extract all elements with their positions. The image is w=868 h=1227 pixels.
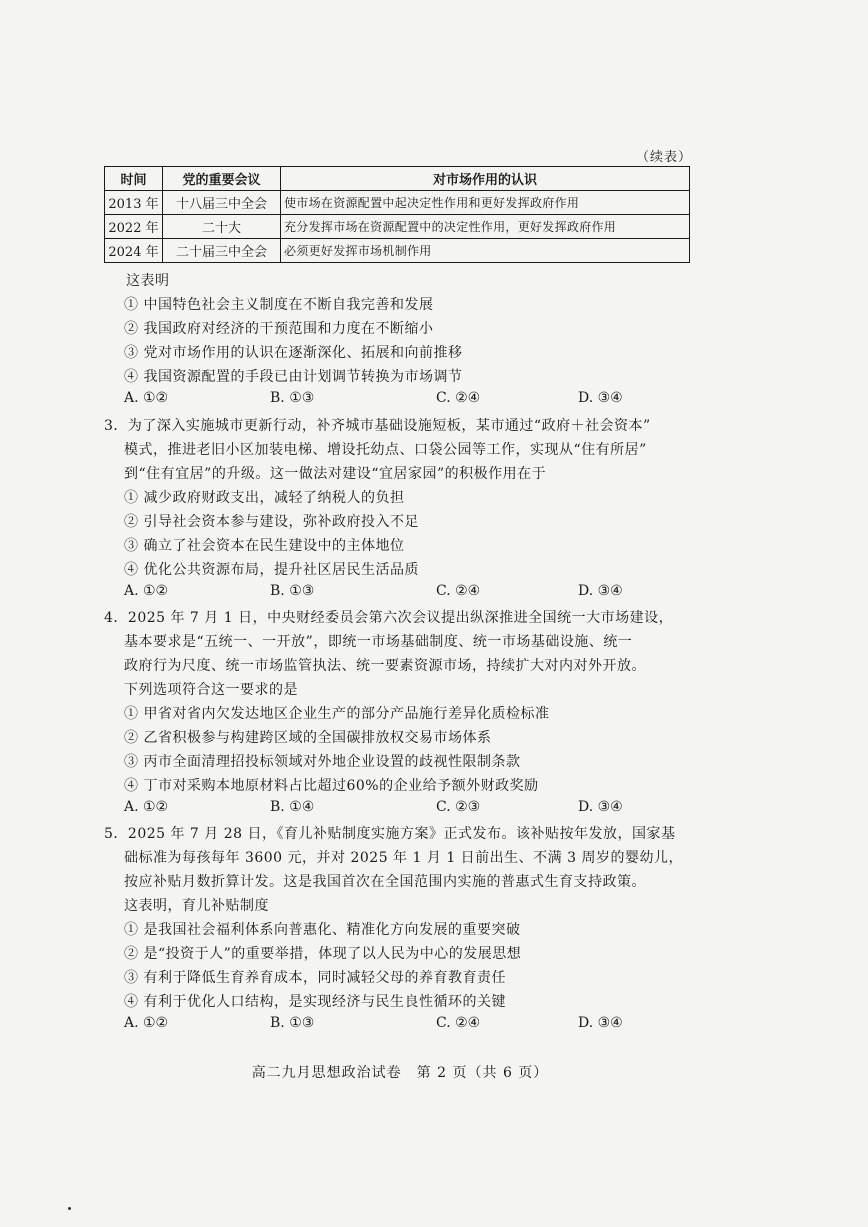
q5-stem-line: 5．2025 年 7 月 28 日，《育儿补贴制度实施方案》正式发布。该补贴按年发放，国家基 — [104, 826, 676, 842]
q3-statement: ③ 确立了社会资本在民生建设中的主体地位 — [124, 538, 405, 554]
q2-option-d: D. ③④ — [578, 390, 623, 406]
q5-option-a: A. ①② — [124, 1015, 169, 1031]
q2-statement: ① 中国特色社会主义制度在不断自我完善和发展 — [124, 297, 434, 313]
q3-option-a: A. ①② — [124, 583, 169, 599]
table-cell-year: 2024 年 — [105, 239, 163, 263]
table-cell-year: 2013 年 — [105, 191, 163, 215]
table-row — [105, 191, 690, 215]
q5-stem-line: 础标准为每孩每年 3600 元，并对 2025 年 1 月 1 日前出生、不满 3 周岁的婴幼儿， — [124, 850, 683, 866]
table-row — [105, 239, 690, 263]
q2-stem: 这表明 — [126, 273, 170, 289]
q2-statement: ④ 我国资源配置的手段已由计划调节转换为市场调节 — [124, 369, 463, 385]
table-cell-year: 2022 年 — [105, 215, 163, 239]
q3-statement: ① 减少政府财政支出，减轻了纳税人的负担 — [124, 490, 405, 506]
q5-stem-line: 这表明，育儿补贴制度 — [124, 898, 269, 914]
table-cell-understanding: 必须更好发挥市场机制作用 — [281, 239, 690, 263]
q2-option-c: C. ②④ — [436, 390, 481, 406]
q4-stem-line: 4．2025 年 7 月 1 日，中央财经委员会第六次会议提出纵深推进全国统一大市场建设， — [104, 610, 674, 626]
page-footer: 高二九月思想政治试卷 第 2 页（共 6 页） — [251, 1065, 549, 1081]
market-role-table — [104, 166, 690, 263]
q3-option-c: C. ②④ — [436, 583, 481, 599]
q3-stem-line: 3．为了深入实施城市更新行动，补齐城市基础设施短板，某市通过“政府＋社会资本” — [104, 418, 651, 434]
q3-stem-line: 模式，推进老旧小区加装电梯、增设托幼点、口袋公园等工作，实现从“住有所居” — [124, 442, 647, 458]
table-header: 党的重要会议 — [163, 167, 281, 191]
q4-stem-line: 下列选项符合这一要求的是 — [124, 682, 298, 698]
q2-option-b: B. ①③ — [270, 390, 315, 406]
q5-option-d: D. ③④ — [578, 1015, 623, 1031]
q4-option-a: A. ①② — [124, 799, 169, 815]
q3-stem-line: 到“住有宜居”的升级。这一做法对建设“宜居家园”的积极作用在于 — [124, 466, 547, 482]
q3-option-b: B. ①③ — [270, 583, 315, 599]
table-cell-meeting: 二十届三中全会 — [163, 239, 281, 263]
q2-option-a: A. ①② — [124, 390, 169, 406]
q3-option-d: D. ③④ — [578, 583, 623, 599]
q5-statement: ② 是“投资于人”的重要举措，体现了以人民为中心的发展思想 — [124, 946, 522, 962]
q2-statement: ③ 党对市场作用的认识在逐渐深化、拓展和向前推移 — [124, 345, 463, 361]
q4-statement: ③ 丙市全面清理招投标领域对外地企业设置的歧视性限制条款 — [124, 754, 521, 770]
q4-stem-line: 基本要求是“五统一、一开放”，即统一市场基础制度、统一市场基础设施、统一 — [124, 634, 633, 650]
q3-statement: ④ 优化公共资源布局，提升社区居民生活品质 — [124, 562, 419, 578]
table-header: 时间 — [105, 167, 163, 191]
table-cell-understanding: 使市场在资源配置中起决定性作用和更好发挥政府作用 — [281, 191, 690, 215]
q5-statement: ① 是我国社会福利体系向普惠化、精准化方向发展的重要突破 — [124, 922, 521, 938]
q4-option-c: C. ②③ — [436, 799, 481, 815]
q5-option-b: B. ①③ — [270, 1015, 315, 1031]
table-header-row — [105, 167, 690, 191]
q5-stem-line: 按应补贴月数折算计发。这是我国首次在全国范围内实施的普惠式生育支持政策。 — [124, 874, 646, 890]
table-continued-label: （续表） — [636, 150, 693, 165]
q5-statement: ③ 有利于降低生育养育成本，同时减轻父母的养育教育责任 — [124, 970, 506, 986]
table-cell-meeting: 二十大 — [163, 215, 281, 239]
q4-stem-line: 政府行为尺度、统一市场监管执法、统一要素资源市场，持续扩大对内对外开放。 — [124, 658, 646, 674]
q3-statement: ② 引导社会资本参与建设，弥补政府投入不足 — [124, 514, 419, 530]
table-cell-meeting: 十八届三中全会 — [163, 191, 281, 215]
q4-statement: ④ 丁市对采购本地原材料占比超过60%的企业给予额外财政奖励 — [124, 778, 539, 794]
scan-speck — [68, 1207, 71, 1210]
q4-option-b: B. ①④ — [270, 799, 315, 815]
table-cell-understanding: 充分发挥市场在资源配置中的决定性作用，更好发挥政府作用 — [281, 215, 690, 239]
q5-statement: ④ 有利于优化人口结构，是实现经济与民生良性循环的关键 — [124, 994, 506, 1010]
table-row — [105, 215, 690, 239]
q4-option-d: D. ③④ — [578, 799, 623, 815]
q4-statement: ② 乙省积极参与构建跨区域的全国碳排放权交易市场体系 — [124, 730, 492, 746]
q4-statement: ① 甲省对省内欠发达地区企业生产的部分产品施行差异化质检标准 — [124, 706, 550, 722]
q5-option-c: C. ②④ — [436, 1015, 481, 1031]
table-header: 对市场作用的认识 — [281, 167, 690, 191]
q2-statement: ② 我国政府对经济的干预范围和力度在不断缩小 — [124, 321, 434, 337]
